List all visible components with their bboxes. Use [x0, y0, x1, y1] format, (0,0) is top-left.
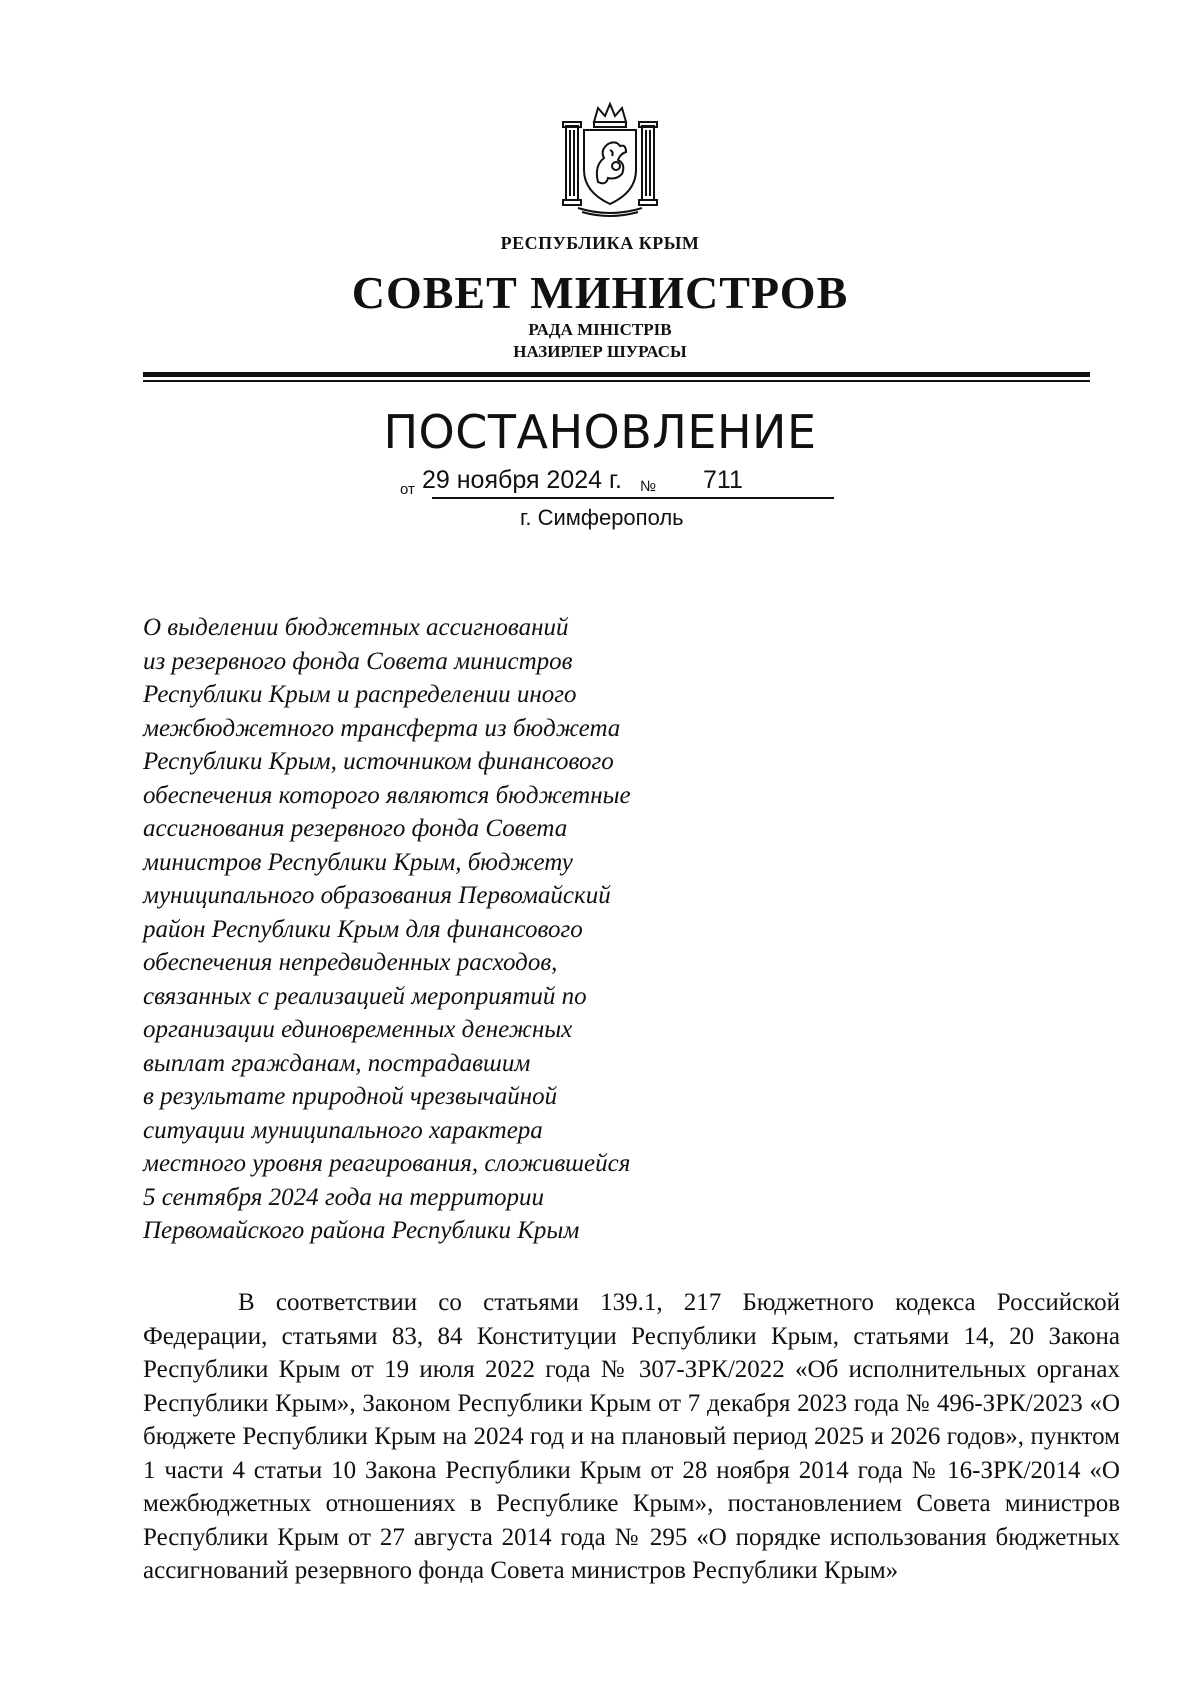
subject-line: Республики Крым и распределении иного	[143, 681, 577, 708]
date-from-label: от	[400, 481, 415, 498]
subject-line: 5 сентября 2024 года на территории	[143, 1183, 545, 1211]
subject-line: ситуации муниципального характера	[143, 1116, 543, 1144]
council-name-crimean-tatar: НАЗИРЛЕР ШУРАСЫ	[513, 342, 687, 361]
number-label: №	[640, 478, 657, 495]
decree-date-number-row	[400, 466, 840, 500]
subject-line: обеспечения непредвиденных расходов,	[143, 949, 558, 976]
subject-line: район Республики Крым для финансового	[143, 915, 583, 943]
subject-line: министров Республики Крым, бюджету	[143, 848, 573, 876]
decree-city: г. Симферополь	[520, 505, 684, 530]
header-divider-thin	[143, 380, 1090, 382]
subject-line: ассигнования резервного фонда Совета	[143, 815, 568, 842]
subject-line: из резервного фонда Совета министров	[143, 647, 573, 675]
date-underline	[432, 497, 834, 499]
subject-line: муниципального образования Первомайский	[143, 882, 611, 909]
decree-number: 711	[703, 466, 743, 494]
crimea-coat-of-arms-icon	[560, 100, 660, 218]
subject-line: обеспечения которого являются бюджетные	[143, 781, 631, 809]
document-type-title: ПОСТАНОВЛЕНИЕ	[383, 405, 817, 459]
decree-date: 29 ноября 2024 г.	[422, 466, 622, 494]
council-name-ukrainian: РАДА МІНІСТРІВ	[528, 320, 672, 339]
subject-line: выплат гражданам, пострадавшим	[143, 1049, 531, 1077]
decree-subject	[143, 611, 743, 1248]
subject-line: связанных с реализацией мероприятий по	[143, 982, 587, 1010]
subject-line: О выделении бюджетных ассигнований	[143, 614, 569, 641]
council-name: СОВЕТ МИНИСТРОВ	[351, 267, 849, 318]
subject-line: в результате природной чрезвычайной	[143, 1083, 558, 1110]
subject-line: межбюджетного трансферта из бюджета	[143, 714, 621, 742]
preamble-paragraph: В соответствии со статьями 139.1, 217 Бюджетного кодекса Российской Федерации, статьями 83, 84 Конституции Республики Крым, статьями 14, 20 Закона Республики Крым от 19 июля 2022 года № 307-ЗРК/2022 «Об исполнительных органах Республики Крым», Законом Республики Крым от 7 декабря 2023 года № 496-ЗРК/2023 «О бюджете Республики Крым на 2024 год и на плановый период 2025 и 2026 годов», пунктом 1 части 4 статьи 10 Закона Республики Крым от 28 ноября 2014 года № 16-ЗРК/2014 «О межбюджетных отношениях в Республике Крым», постановлением Совета министров Республики Крым от 27 августа 2014 года № 295 «О порядке использования бюджетных ассигнований резервного фонда Совета министров Республики Крым»	[143, 1289, 1120, 1584]
subject-line: местного уровня реагирования, сложившейся	[143, 1150, 631, 1177]
republic-name: РЕСПУБЛИКА КРЫМ	[500, 233, 700, 253]
subject-line: Первомайского района Республики Крым	[143, 1217, 580, 1244]
subject-line: организации единовременных денежных	[143, 1016, 573, 1043]
subject-line: Республики Крым, источником финансового	[143, 748, 614, 775]
header-divider-thick	[143, 372, 1090, 377]
